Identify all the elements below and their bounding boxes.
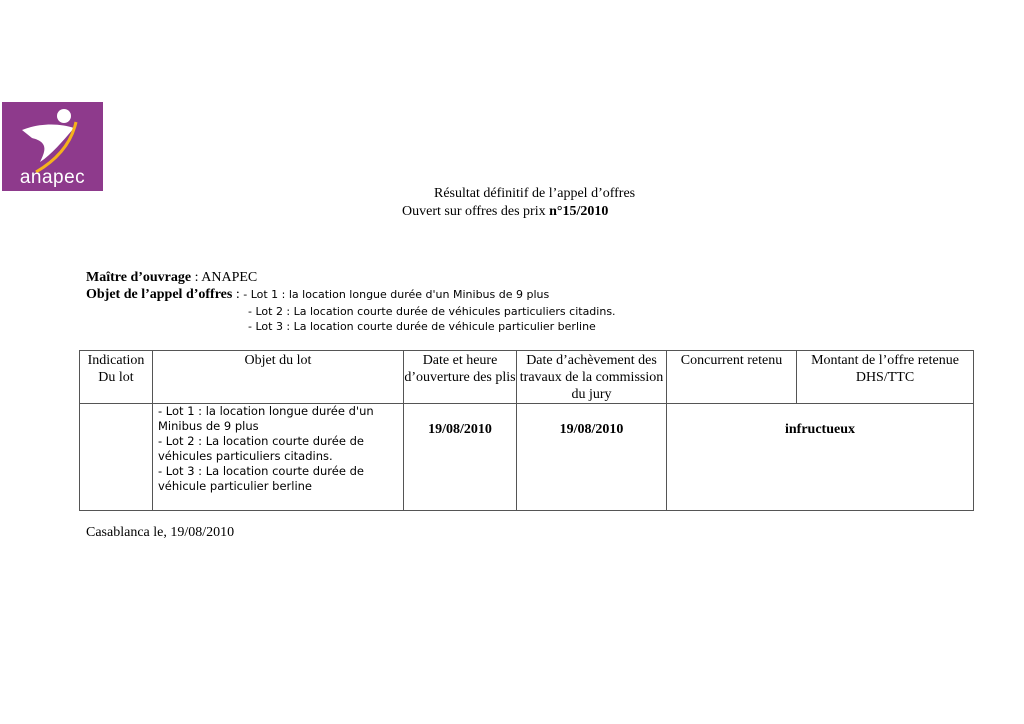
cell-result: infructueux xyxy=(667,404,974,511)
anapec-logo xyxy=(2,102,103,191)
results-table xyxy=(79,350,974,511)
cell-lot-3: - Lot 3 : La location courte durée de véhicule particulier berline xyxy=(158,464,364,493)
cell-date-achevement: 19/08/2010 xyxy=(517,404,667,511)
header-montant: Montant de l’offre retenue DHS/TTC xyxy=(797,351,974,404)
table-header-row xyxy=(80,351,974,404)
cell-indication xyxy=(80,404,153,511)
document-title: Résultat définitif de l’appel d’offres xyxy=(434,186,636,201)
objet-label: Objet de l’appel d’offres xyxy=(86,287,233,302)
cell-date-ouverture: 19/08/2010 xyxy=(404,404,517,511)
subtitle-prefix: Ouvert sur offres des prix xyxy=(402,204,550,219)
header-indication: Indication Du lot xyxy=(80,351,153,404)
document-subtitle xyxy=(402,204,608,220)
cell-objet xyxy=(153,404,404,511)
objet-lot-1: - Lot 1 : la location longue durée d'un Minibus de 9 plus xyxy=(243,288,550,301)
maitre-ouvrage-value: ANAPEC xyxy=(201,270,258,285)
cell-lot-1: - Lot 1 : la location longue durée d'un Minibus de 9 plus xyxy=(158,404,374,433)
objet-lot-3: - Lot 3 : La location courte durée de véhicule particulier berline xyxy=(248,320,596,333)
cell-lot-2: - Lot 2 : La location courte durée de véhicules particuliers citadins. xyxy=(158,434,364,463)
tender-number: n°15/2010 xyxy=(549,204,609,219)
header-objet: Objet du lot xyxy=(153,351,404,404)
objet-lot-2: - Lot 2 : La location courte durée de véhicules particuliers citadins. xyxy=(248,305,616,318)
maitre-ouvrage xyxy=(86,270,257,286)
objet-sep: : xyxy=(232,287,244,302)
logo-text: anapec xyxy=(19,167,86,188)
header-date-ouverture: Date et heure d’ouverture des plis xyxy=(404,351,517,404)
maitre-ouvrage-label: Maître d’ouvrage xyxy=(86,270,192,285)
footer-date: Casablanca le, 19/08/2010 xyxy=(86,525,235,540)
header-date-achevement: Date d’achèvement des travaux de la commission du jury xyxy=(517,351,667,404)
table-row xyxy=(80,404,974,511)
objet-appel xyxy=(86,287,549,303)
header-concurrent: Concurrent retenu xyxy=(667,351,797,404)
maitre-ouvrage-sep: : xyxy=(191,270,202,285)
